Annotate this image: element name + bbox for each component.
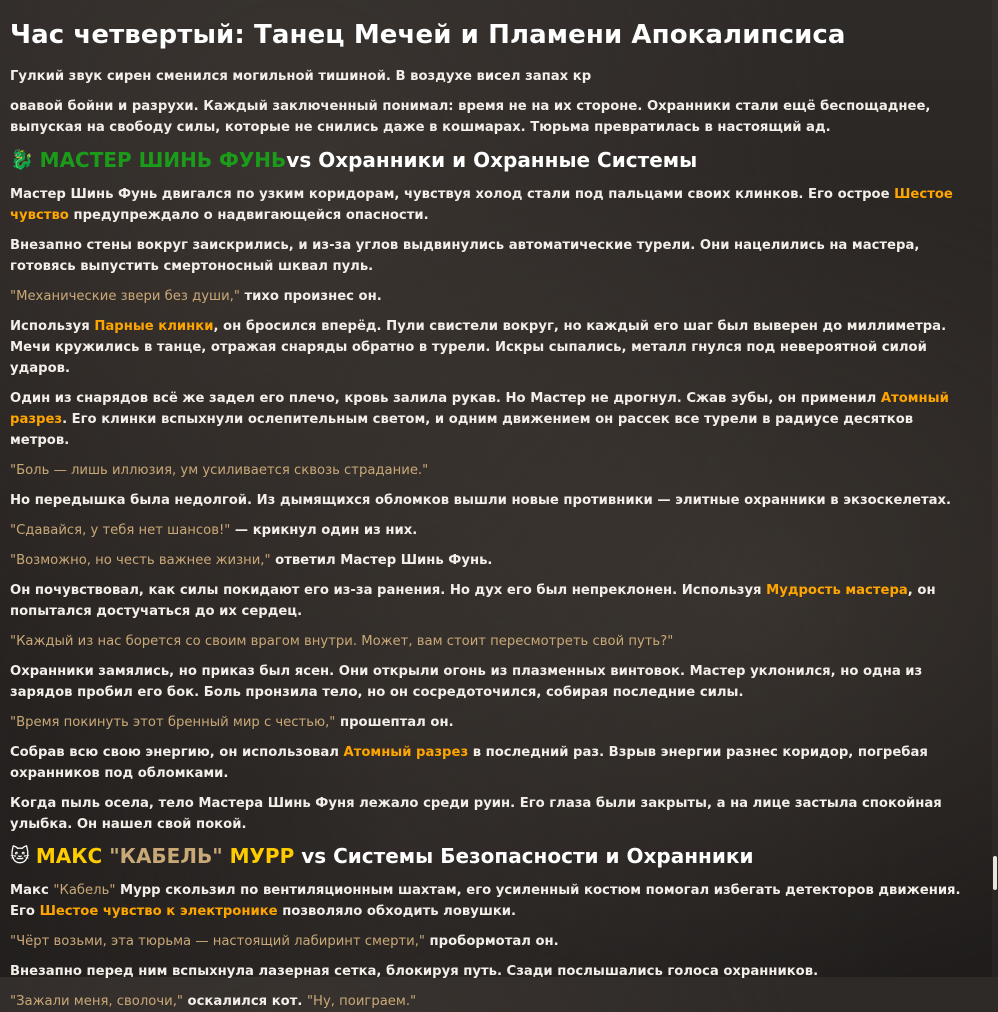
skill-highlight: Шестое чувство	[10, 187, 953, 223]
dialogue-line: "Зажали меня, сволочи," оскалился кот. "Ну, поиграем."	[10, 994, 417, 1009]
scrollbar[interactable]	[992, 0, 998, 977]
skill-highlight: Атомный разрез	[343, 745, 469, 760]
section-heading-max	[10, 842, 965, 870]
dialogue-line: "Время покинуть этот бренный мир с честью," прошептал он.	[10, 715, 454, 730]
skill-highlight: Мудрость мастера	[766, 583, 908, 598]
dialogue-line: "Возможно, но честь важнее жизни," ответил Мастер Шинь Фунь.	[10, 553, 493, 568]
character-name: МАСТЕР ШИНЬ ФУНЬ	[39, 148, 287, 172]
dialogue-line: "Чёрт возьми, эта тюрьма — настоящий лабиринт смерти," пробормотал он.	[10, 934, 559, 949]
dialogue-line: "Боль — лишь иллюзия, ум усиливается сквозь страдание."	[10, 463, 429, 478]
paragraph: Когда пыль осела, тело Мастера Шинь Фуня лежало среди руин. Его глаза были закрыты, а на лице застыла спокойная улыбка. Он нашел свой покой.	[10, 796, 942, 832]
story-content	[10, 0, 965, 1012]
paragraph: Внезапно перед ним вспыхнула лазерная сетка, блокируя путь. Сзади послышались голоса охранников.	[10, 964, 819, 979]
paragraph: Внезапно стены вокруг заискрились, и из-за углов выдвинулись автоматические турели. Они нацелились на мастера, готовясь выпустить смертоносный шквал пуль.	[10, 238, 920, 274]
skill-highlight: Атомный разрез	[10, 391, 949, 427]
skill-highlight: Парные клинки	[94, 319, 214, 334]
dialogue-line: "Механические звери без души," тихо произнес он.	[10, 289, 382, 304]
paragraph: Макс "Кабель" Мурр скользил по вентиляционным шахтам, его усиленный костюм помогал избегать детекторов движения. Его Шестое чувство к электронике позволяло обходить ловушки.	[10, 883, 961, 919]
section-heading-master	[10, 146, 965, 174]
paragraph: Один из снарядов всё же задел его плечо, кровь залила рукав. Но Мастер не дрогнул. Сжав зубы, он применил Атомный разрез. Его клинки вспыхнули ослепительным светом, и одним движением он рассек все турели в радиусе десятков метров.	[10, 391, 949, 448]
character-name: МУРР	[222, 844, 295, 868]
paragraph: Охранники замялись, но приказ был ясен. Они открыли огонь из плазменных винтовок. Мастер уклонился, но одна из зарядов пробил его бок. Боль пронзила тело, но он сосредоточился, собирая последние силы.	[10, 664, 923, 700]
intro-line-1: Гулкий звук сирен сменился могильной тишиной. В воздухе висел запах кр	[10, 69, 592, 84]
paragraph: Он почувствовал, как силы покидают его из-за ранения. Но дух его был непреклонен. Используя Мудрость мастера, он попытался достучаться до их сердец.	[10, 583, 936, 619]
dialogue-line: "Каждый из нас борется со своим врагом внутри. Может, вам стоит пересмотреть свой путь?"	[10, 634, 674, 649]
character-name: МАКС	[35, 844, 110, 868]
paragraph: Но передышка была недолгой. Из дымящихся обломков вышли новые противники — элитные охранники в экзоскелетах.	[10, 493, 952, 508]
cat-icon: 🐱	[10, 845, 30, 867]
character-nickname: "КАБЕЛЬ"	[109, 844, 223, 868]
intro-line-2: овавой бойни и разрухи. Каждый заключенный понимал: время не на их стороне. Охранники стали ещё беспощаднее, выпуская на свободу силы, которые не снились даже в кошмарах. Тюрьма превратилась в настоящий ад.	[10, 99, 931, 135]
skill-highlight: Шестое чувство к электронике	[39, 904, 278, 919]
dragon-icon: 🐉	[10, 149, 34, 171]
scrollbar-thumb[interactable]	[993, 856, 997, 890]
paragraph: Мастер Шинь Фунь двигался по узким коридорам, чувствуя холод стали под пальцами своих клинков. Его острое Шестое чувство предупреждало о надвигающейся опасности.	[10, 187, 953, 223]
versus-text: vs Охранники и Охранные Системы	[286, 148, 698, 172]
dialogue-line: "Сдавайся, у тебя нет шансов!" — крикнул один из них.	[10, 523, 418, 538]
versus-text: vs Системы Безопасности и Охранники	[294, 844, 754, 868]
paragraph: Собрав всю свою энергию, он использовал Атомный разрез в последний раз. Взрыв энергии разнес коридор, погребая охранников под обломками.	[10, 745, 928, 781]
paragraph: Используя Парные клинки, он бросился вперёд. Пули свистели вокруг, но каждый его шаг был выверен до миллиметра. Мечи кружились в танце, отражая снаряды обратно в турели. Искры сыпались, металл гнулся под невероятной силой ударов.	[10, 319, 947, 376]
page-title: Час четвертый: Танец Мечей и Пламени Апокалипсиса	[10, 20, 846, 50]
